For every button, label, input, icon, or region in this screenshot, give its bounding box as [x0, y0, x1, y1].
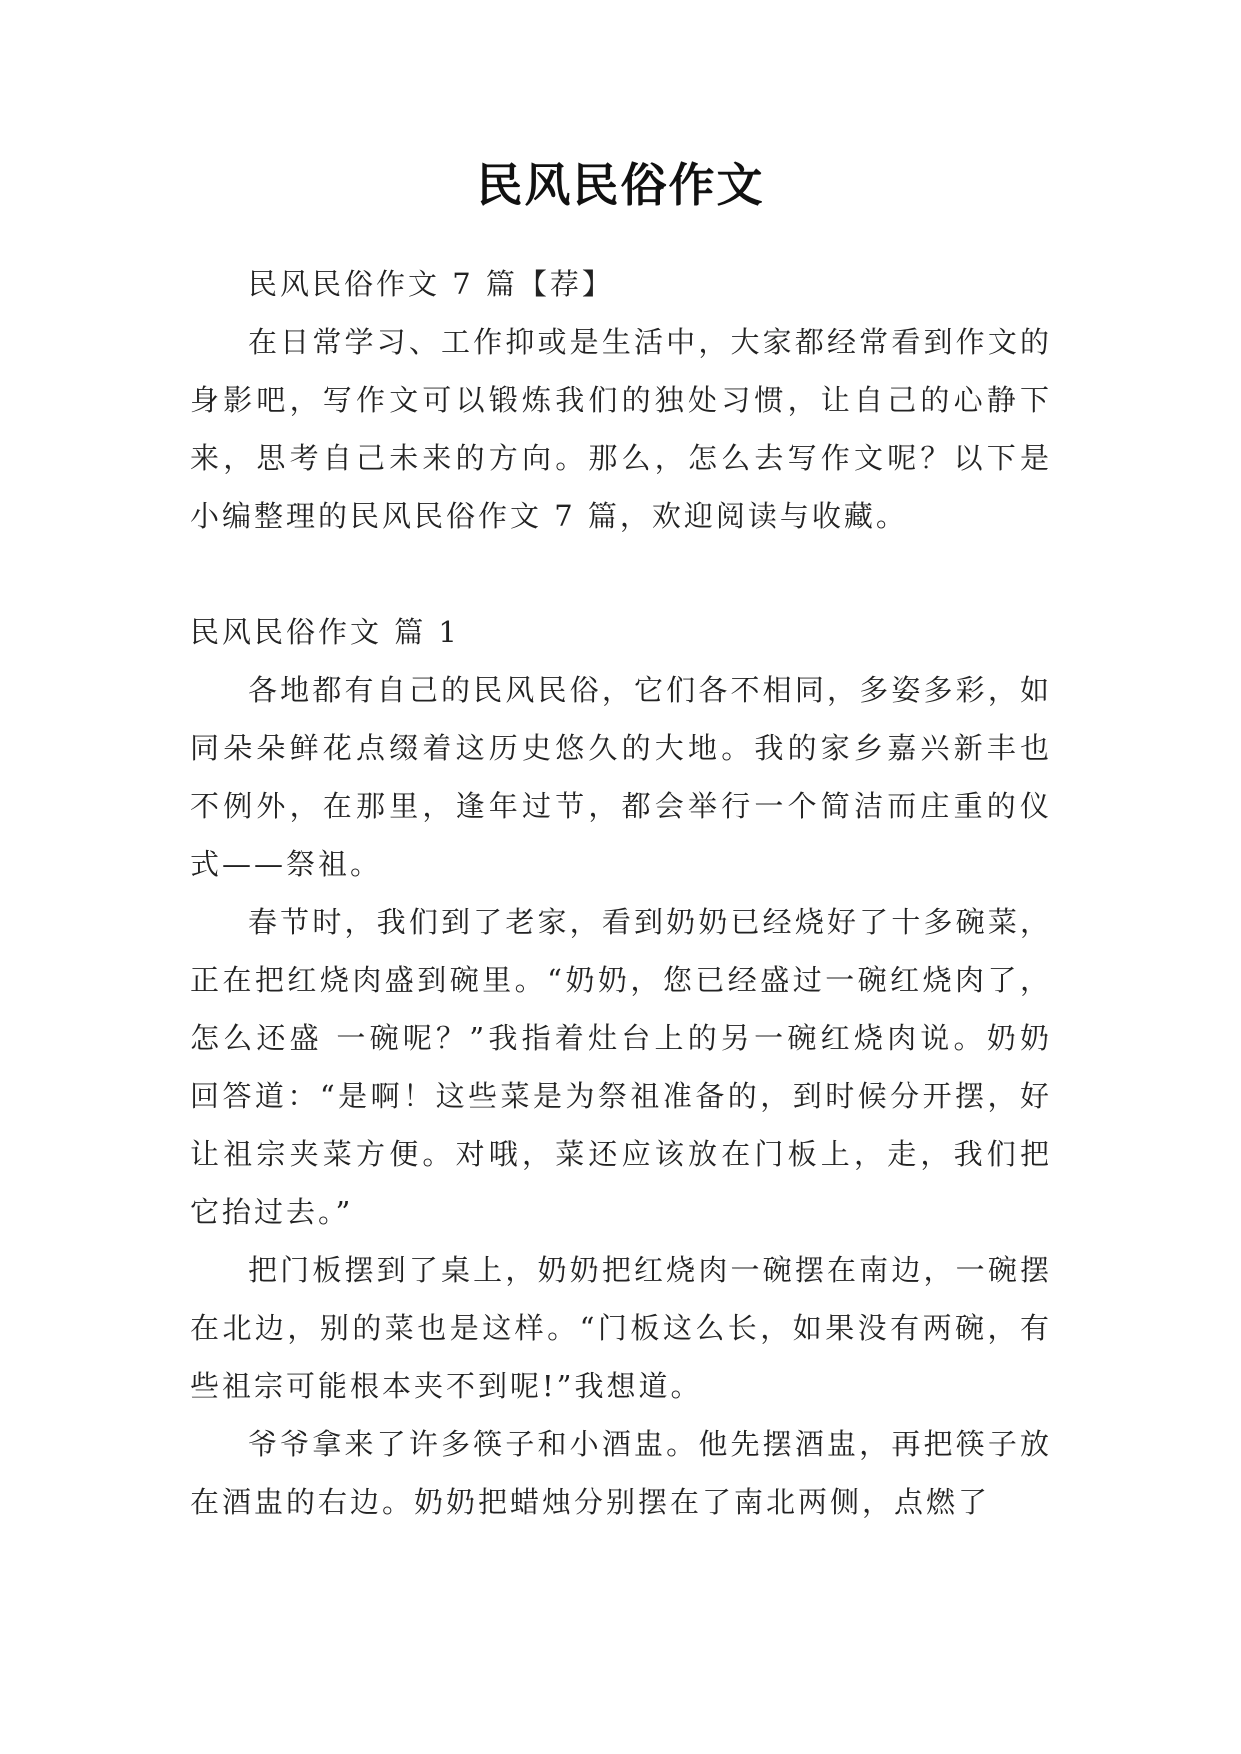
body-paragraph: 把门板摆到了桌上，奶奶把红烧肉一碗摆在南边，一碗摆在北边，别的菜也是这样。“门板这么长，如果没有两碗，有些祖宗可能根本夹不到呢!”我想道。	[190, 1253, 1052, 1403]
document-subtitle: 民风民俗作文 7 篇【荐】	[248, 267, 614, 301]
intro-paragraph: 在日常学习、工作抑或是生活中，大家都经常看到作文的身影吧，写作文可以锻炼我们的独处习惯，让自己的心静下来，思考自己未来的方向。那么，怎么去写作文呢？以下是小编整理的民风民俗作文 7 篇，欢迎阅读与收藏。	[190, 325, 1052, 533]
body-paragraph: 爷爷拿来了许多筷子和小酒盅。他先摆酒盅，再把筷子放在酒盅的右边。奶奶把蜡烛分别摆在了南北两侧，点燃了	[190, 1427, 1052, 1519]
body-paragraph: 各地都有自己的民风民俗，它们各不相同，多姿多彩，如同朵朵鲜花点缀着这历史悠久的大地。我的家乡嘉兴新丰也不例外，在那里，逢年过节，都会举行一个简洁而庄重的仪式——祭祖。	[190, 673, 1052, 881]
body-paragraph: 春节时，我们到了老家，看到奶奶已经烧好了十多碗菜，正在把红烧肉盛到碗里。“奶奶，您已经盛过一碗红烧肉了，怎么还盛 一碗呢？”我指着灶台上的另一碗红烧肉说。奶奶回答道：“是啊！这些菜是为祭祖准备的，到时候分开摆，好让祖宗夹菜方便。对哦，菜还应该放在门板上，走，我们把它抬过去。”	[190, 905, 1052, 1229]
section-heading: 民风民俗作文 篇 1	[190, 615, 460, 649]
document-body	[190, 255, 1052, 1531]
document-title: 民风民俗作文	[476, 158, 765, 212]
